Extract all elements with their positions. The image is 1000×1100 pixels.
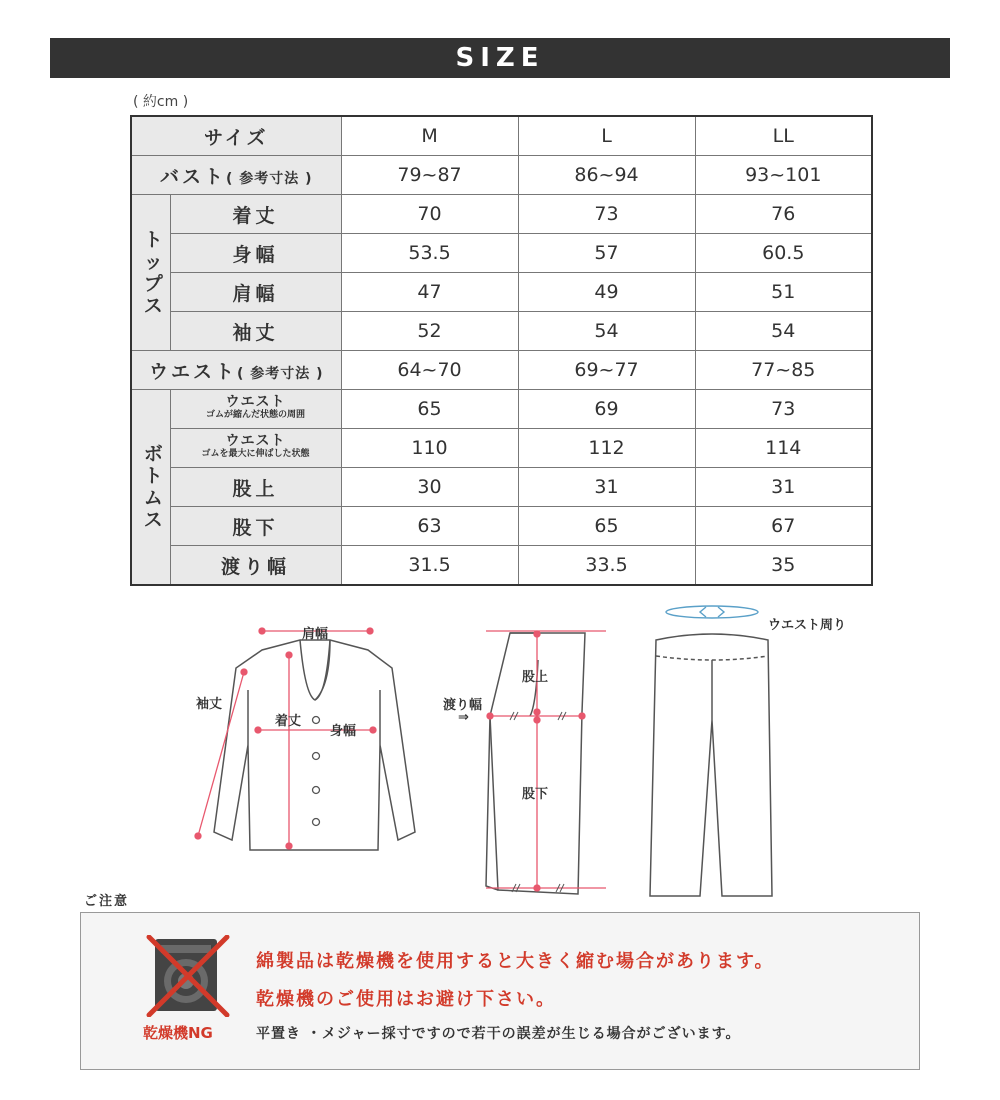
table-cell: 67 xyxy=(695,507,872,546)
table-row-tops-3 xyxy=(131,312,872,351)
warning-text-1: 綿製品は乾燥機を使用すると大きく縮む場合があります。 xyxy=(256,951,775,972)
dryer-ng-icon xyxy=(145,935,231,1017)
table-row-tops-1 xyxy=(131,234,872,273)
table-cell: 52 xyxy=(341,312,518,351)
bottoms-group-label xyxy=(131,390,170,586)
row-label xyxy=(170,429,341,468)
size-header-label: サイズ xyxy=(131,116,341,156)
waist-around-label: ウエスト周り xyxy=(768,618,847,633)
bust-ref: ( 参考寸法 ) xyxy=(225,170,313,187)
garment-illustration xyxy=(0,600,1000,910)
size-col-ll: LL xyxy=(695,116,872,156)
table-cell: 79~87 xyxy=(341,156,518,195)
bottoms-group-text: ボトムス xyxy=(143,443,163,531)
row-label: 股下 xyxy=(170,507,341,546)
inseam-label: 股下 xyxy=(522,787,549,802)
table-row-bottoms-waist-stretched xyxy=(131,429,872,468)
table-cell: 114 xyxy=(695,429,872,468)
table-cell: 47 xyxy=(341,273,518,312)
table-cell: 77~85 xyxy=(695,351,872,390)
row-label-main: ウエスト xyxy=(225,394,286,410)
bust-label xyxy=(131,156,341,195)
table-cell: 93~101 xyxy=(695,156,872,195)
table-cell: 86~94 xyxy=(518,156,695,195)
table-cell: 31 xyxy=(695,468,872,507)
table-cell: 65 xyxy=(341,390,518,429)
warning-text-2: 乾燥機のご使用はお避け下さい。 xyxy=(256,989,556,1010)
row-label xyxy=(170,390,341,429)
pants-slash-marks xyxy=(510,712,566,892)
table-cell: 51 xyxy=(695,273,872,312)
waist-ref: ( 参考寸法 ) xyxy=(236,365,324,382)
size-title: SIZE xyxy=(455,43,545,73)
size-table xyxy=(130,115,873,586)
table-cell: 65 xyxy=(518,507,695,546)
row-label-main: ウエスト xyxy=(225,433,286,449)
caution-box xyxy=(80,912,920,1070)
table-row-tops-2 xyxy=(131,273,872,312)
sleeve-label: 袖丈 xyxy=(196,697,223,712)
body-width-label: 身幅 xyxy=(330,724,357,739)
row-label: 股上 xyxy=(170,468,341,507)
size-col-m: M xyxy=(341,116,518,156)
table-cell: 49 xyxy=(518,273,695,312)
row-label: 肩幅 xyxy=(170,273,341,312)
tops-group-label xyxy=(131,195,170,351)
table-row-bottoms-2 xyxy=(131,546,872,586)
dryer-ng-label: 乾燥機NG xyxy=(143,1024,213,1042)
measurement-diagram xyxy=(0,600,1000,910)
table-cell: 76 xyxy=(695,195,872,234)
thigh-arrow-icon: ⇒ xyxy=(458,710,469,725)
waist-around-arrow xyxy=(666,606,758,618)
table-cell: 54 xyxy=(695,312,872,351)
table-cell: 53.5 xyxy=(341,234,518,273)
waist-label xyxy=(131,351,341,390)
table-cell: 73 xyxy=(695,390,872,429)
table-row-bust xyxy=(131,156,872,195)
table-cell: 110 xyxy=(341,429,518,468)
size-header-bar xyxy=(50,38,950,78)
table-cell: 64~70 xyxy=(341,351,518,390)
table-cell: 73 xyxy=(518,195,695,234)
table-cell: 30 xyxy=(341,468,518,507)
table-row-bottoms-0 xyxy=(131,468,872,507)
row-label: 身幅 xyxy=(170,234,341,273)
table-row-tops-0 xyxy=(131,195,872,234)
table-cell: 35 xyxy=(695,546,872,586)
row-label-sub: ゴムが縮んだ状態の周囲 xyxy=(206,410,306,420)
table-header-row xyxy=(131,116,872,156)
measurement-note: 平置き ・メジャー採寸ですので若干の誤差が生じる場合がございます。 xyxy=(256,1026,741,1042)
table-row-bottoms-1 xyxy=(131,507,872,546)
table-cell: 31 xyxy=(518,468,695,507)
table-cell: 33.5 xyxy=(518,546,695,586)
table-cell: 112 xyxy=(518,429,695,468)
length-label: 着丈 xyxy=(275,714,302,729)
table-cell: 70 xyxy=(341,195,518,234)
row-label: 着丈 xyxy=(170,195,341,234)
rise-label: 股上 xyxy=(522,670,549,685)
pants-front-outline xyxy=(650,634,772,896)
table-row-waist xyxy=(131,351,872,390)
bust-label-text: バスト xyxy=(159,165,226,188)
shoulder-label: 肩幅 xyxy=(302,627,329,642)
table-row-bottoms-waist-relaxed xyxy=(131,390,872,429)
row-label: 渡り幅 xyxy=(170,546,341,586)
row-label-sub: ゴムを最大に伸ばした状態 xyxy=(201,449,310,459)
waist-label-text: ウエスト xyxy=(148,360,237,383)
thigh-label: 渡り幅 xyxy=(443,698,483,713)
shirt-buttons xyxy=(313,717,320,826)
caution-title: ご注意 xyxy=(84,894,130,909)
size-col-l: L xyxy=(518,116,695,156)
table-cell: 69~77 xyxy=(518,351,695,390)
table-cell: 57 xyxy=(518,234,695,273)
table-cell: 31.5 xyxy=(341,546,518,586)
table-cell: 60.5 xyxy=(695,234,872,273)
table-cell: 63 xyxy=(341,507,518,546)
table-cell: 54 xyxy=(518,312,695,351)
table-cell: 69 xyxy=(518,390,695,429)
row-label: 袖丈 xyxy=(170,312,341,351)
unit-note: ( 約cm ) xyxy=(133,94,189,110)
tops-group-text: トップス xyxy=(143,228,163,317)
